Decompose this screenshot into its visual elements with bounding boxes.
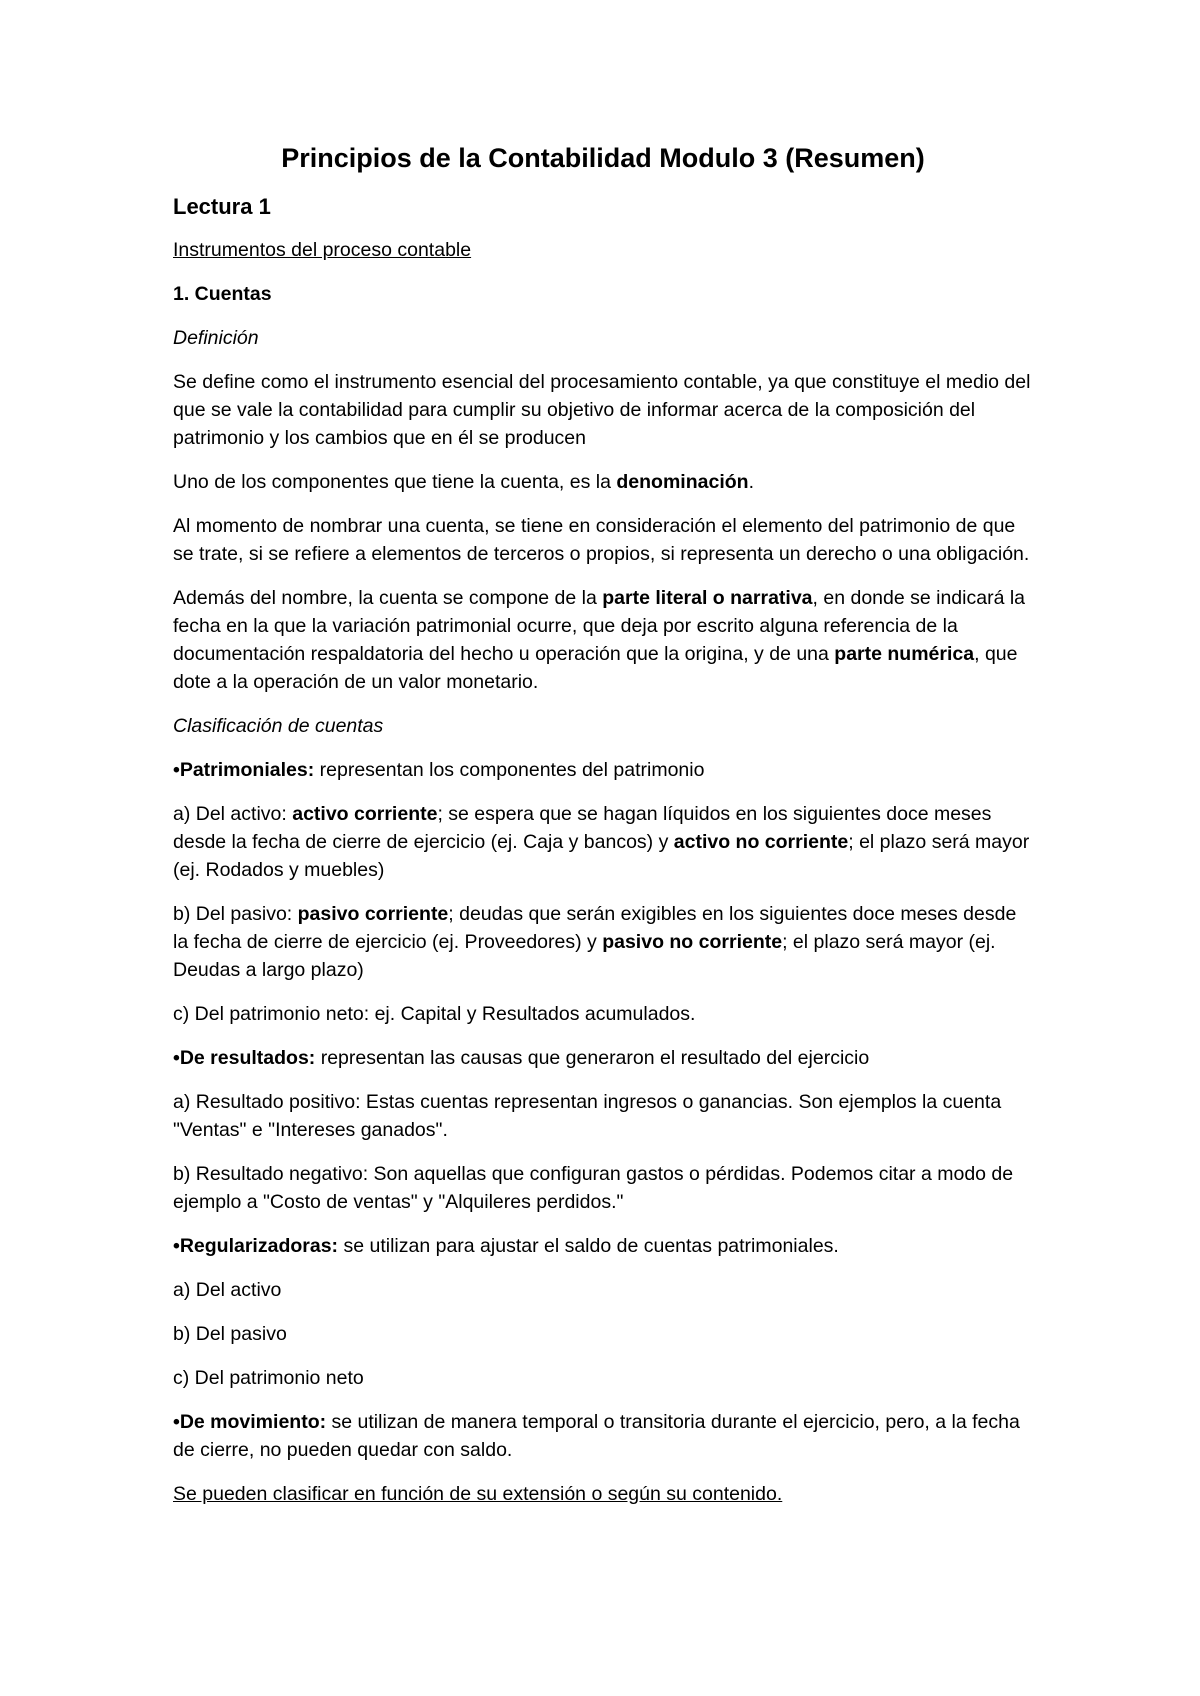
activo-text-2: ; se espera que se hagan líquidos en los siguientes doce meses desde la fecha de cierre de ejercicio (ej. Caja y bancos) y	[173, 803, 992, 853]
patrimonio-neto-item: c) Del patrimonio neto: ej. Capital y Resultados acumulados.	[173, 1003, 696, 1025]
activo-bold-1: activo corriente	[292, 803, 438, 825]
definicion-label: Definición	[173, 327, 259, 349]
lectura-heading: Lectura 1	[173, 194, 271, 219]
pasivo-text-2: ; deudas que serán exigibles en los siguientes doce meses desde la fecha de cierre de ejercicio (ej. Proveedores) y	[173, 903, 1017, 953]
clasificacion-footer: Se pueden clasificar en función de su extensión o según su contenido.	[173, 1483, 783, 1505]
pasivo-text-1: b) Del pasivo:	[173, 903, 298, 925]
regularizadoras-text: se utilizan para ajustar el saldo de cuentas patrimoniales.	[338, 1235, 839, 1257]
denominacion-pre: Uno de los componentes que tiene la cuenta, es la	[173, 471, 617, 493]
definicion-paragraph: Se define como el instrumento esencial del procesamiento contable, ya que constituye el medio del que se vale la contabilidad para cumplir su objetivo de informar acerca de la composición del patrimonio y los cambios que en él se producen	[173, 371, 1031, 449]
activo-text-3: ; el plazo será mayor (ej. Rodados y muebles)	[173, 831, 1030, 881]
movimiento-item	[173, 1408, 1033, 1464]
denominacion-post: .	[748, 471, 754, 493]
ademas-text-3: , que dote a la operación de un valor monetario.	[173, 643, 1018, 693]
pasivo-text-3: ; el plazo será mayor (ej. Deudas a largo plazo)	[173, 931, 996, 981]
resultado-positivo-item: a) Resultado positivo: Estas cuentas representan ingresos o ganancias. Son ejemplos la cuenta "Ventas" e "Intereses ganados".	[173, 1091, 1002, 1141]
patrimoniales-bold: •Patrimoniales:	[173, 759, 315, 781]
resultados-bold: •De resultados:	[173, 1047, 316, 1069]
regularizadoras-item	[173, 1232, 1033, 1260]
patrimoniales-text: representan los componentes del patrimonio	[314, 759, 705, 781]
subtitle: Instrumentos del proceso contable	[173, 239, 472, 261]
pasivo-bold-2: pasivo no corriente	[602, 931, 783, 953]
patrimoniales-item	[173, 756, 1033, 784]
ademas-bold-2: parte numérica	[834, 643, 975, 665]
regularizadoras-patrimonio-neto: c) Del patrimonio neto	[173, 1367, 364, 1389]
denominacion-paragraph	[173, 468, 1033, 496]
activo-item	[173, 800, 1033, 884]
regularizadoras-activo: a) Del activo	[173, 1279, 282, 1301]
pasivo-bold-1: pasivo corriente	[297, 903, 449, 925]
ademas-paragraph	[173, 584, 1033, 696]
resultado-negativo-item: b) Resultado negativo: Son aquellas que configuran gastos o pérdidas. Podemos citar a modo de ejemplo a "Costo de ventas" y "Alquileres perdidos."	[173, 1163, 1014, 1213]
regularizadoras-bold: •Regularizadoras:	[173, 1235, 339, 1257]
activo-text-1: a) Del activo:	[173, 803, 293, 825]
movimiento-bold: •De movimiento:	[173, 1411, 327, 1433]
resultados-text: representan las causas que generaron el resultado del ejercicio	[315, 1047, 870, 1069]
pasivo-item	[173, 900, 1033, 984]
denominacion-bold: denominación	[616, 471, 749, 493]
movimiento-text: se utilizan de manera temporal o transitoria durante el ejercicio, pero, a la fecha de cierre, no pueden quedar con saldo.	[173, 1411, 1020, 1461]
clasificacion-label: Clasificación de cuentas	[173, 715, 384, 737]
activo-bold-2: activo no corriente	[673, 831, 849, 853]
regularizadoras-pasivo: b) Del pasivo	[173, 1323, 287, 1345]
section-cuentas-heading: 1. Cuentas	[173, 283, 272, 305]
ademas-text-1: Además del nombre, la cuenta se compone de la	[173, 587, 603, 609]
document-title: Principios de la Contabilidad Modulo 3 (Resumen)	[281, 143, 925, 173]
nombrar-paragraph: Al momento de nombrar una cuenta, se tiene en consideración el elemento del patrimonio de que se trate, si se refiere a elementos de terceros o propios, si representa un derecho o una obligación.	[173, 515, 1030, 565]
document-page	[173, 140, 1033, 1524]
resultados-item	[173, 1044, 1033, 1072]
ademas-bold-1: parte literal o narrativa	[602, 587, 813, 609]
ademas-text-2: , en donde se indicará la fecha en la que la variación patrimonial ocurre, que deja por escrito alguna referencia de la documentación respaldatoria del hecho u operación que la origina, y de una	[173, 587, 1026, 665]
